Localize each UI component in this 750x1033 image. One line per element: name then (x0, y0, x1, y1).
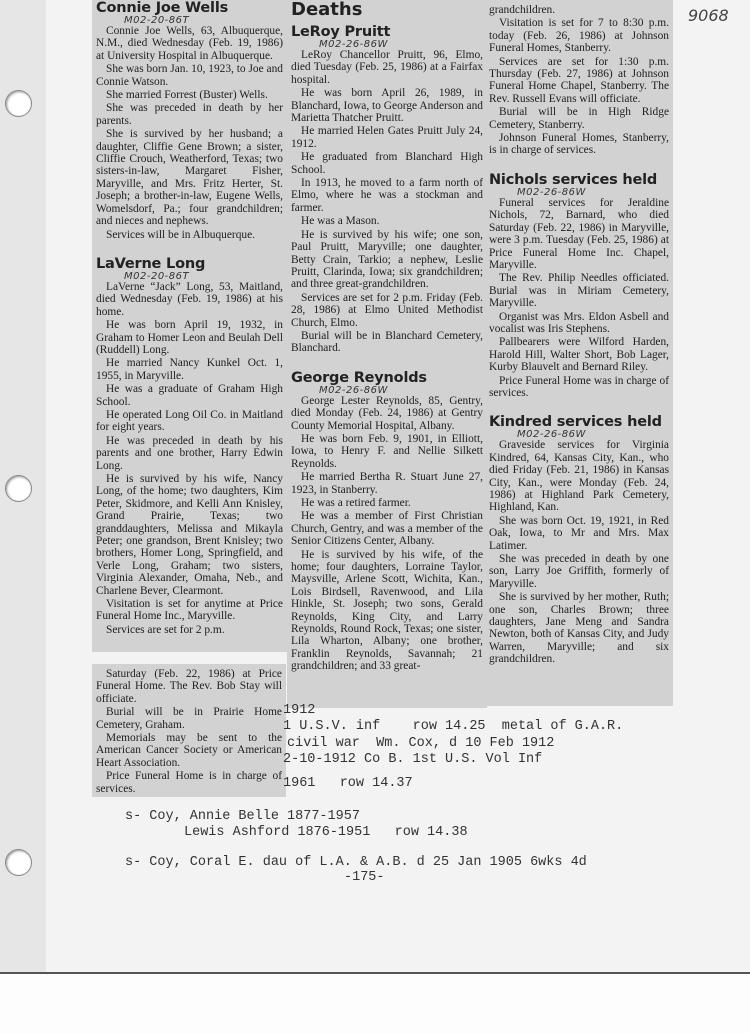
obituary-paragraph: LeRoy Chancellor Pruitt, 96, Elmo, died Tuesday (Feb. 25, 1986) at a Fairfax hospital. (291, 49, 483, 86)
typed-line: 2-10-1912 Co B. 1st U.S. Vol Inf (283, 752, 543, 767)
clipping-deaths-pruitt-reynolds (287, 0, 487, 708)
obituary-paragraph: The Rev. Philip Needles officiated. Burial was in Miriam Cemetery, Maryville. (489, 272, 669, 310)
obituary-paragraph: Saturday (Feb. 22, 1986) at Price Funeral Home. The Rev. Bob Stay will officiate. (96, 668, 282, 705)
obituary-headline: Kindred services held (489, 414, 662, 431)
obituary-paragraph: Visitation is set for 7 to 8:30 p.m. today (Feb. 26, 1986) at Johnson Funeral Homes, Stanberry. (489, 17, 669, 55)
obituary-paragraph: Funeral services for Jeraldine Nichols, 72, Barnard, who died Saturday (Feb. 22, 1986) in Maryville, were 3 p.m. Tuesday (Feb. 25, 1986) at Price Funeral Home Inc. Chapel, Maryville. (489, 196, 669, 271)
obituary-paragraph: Organist was Mrs. Eldon Asbell and vocalist was Iris Stephens. (489, 310, 669, 335)
handwritten-date-note: M02-26-86W (319, 384, 388, 396)
obituary-paragraph: Services are set for 2 p.m. (106, 623, 225, 636)
obituary-headline: LeRoy Pruitt (291, 24, 391, 40)
obituary-paragraph: He operated Long Oil Co. in Maitland for eight years. (96, 408, 283, 434)
typed-line: s- Coy, Annie Belle 1877-1957 (125, 809, 360, 824)
obituary-paragraph: He is survived by his wife, of the home; four daughters, Lorraine Taylor, Maysville, Arlene Scott, Wichita, Kan., Lois Birdsell, Ravenwood, and Lila Hinkle, St. Joseph; two sons, Gerald Reynolds, King City, and Larry Reynolds, Round Rock, Texas; one sister, Lila Wharton, Albany; one brother, Franklin Reynolds, Savannah; 21 grandchildren; and 33 great- (291, 548, 483, 673)
obituary-paragraph: She is survived by her mother, Ruth; one son, Charles Brown; three daughters, Jane Meng and Sandra Newton, both of Kansas City, and Judy Warren, Maryville; and six grandchildren. (489, 591, 669, 666)
handwritten-date-note: M02-20-86T (124, 15, 190, 26)
handwritten-date-note: M02-26-86W (517, 429, 586, 441)
obituary-paragraph: He married Nancy Kunkel Oct. 1, 1955, in Maryville. (96, 357, 283, 382)
divider (291, 356, 483, 370)
obituary-paragraph: She was preceded in death by her parents. (96, 102, 283, 127)
obituary-paragraph: She is survived by her husband; a daughter, Cliffie Gene Brown; a sister, Cliffie Crouch, Weatherford, Texas; two sisters-in-law, Margaret Fisher, Maryville, and Mrs. Fritz Herter, St. Joseph; a brother-in-law, Eugene Wells, Womelsdorf, Pa.; four grandchildren; and nieces and nephews. (96, 128, 283, 228)
obituary-paragraph: Graveside services for Virginia Kindred, 64, Kansas City, Kan., who died Friday (Feb. 21, 1986) in Kansas City, Kan., were Monday (Feb. 24, 1986) at Highland Park Cemetery, Highland, Kan. (489, 439, 669, 514)
typed-line: civil war Wm. Cox, d 10 Feb 1912 (287, 736, 555, 751)
typed-line: 1 U.S.V. inf row 14.25 metal of G.A.R. (283, 719, 624, 734)
divider (489, 158, 669, 172)
obituary-paragraph: He married Helen Gates Pruitt July 24, 1912. (291, 125, 483, 150)
typed-line: s- Coy, Coral E. dau of L.A. & A.B. d 25 Jan 1905 6wks 4d (125, 855, 587, 870)
obituary-headline: LaVerne Long (96, 255, 206, 272)
obituary-paragraph: Connie Joe Wells, 63, Albuquerque, N.M., died Wednesday (Feb. 19, 1986) at University Hospital in Albuquerque. (96, 25, 283, 62)
punch-hole-icon (5, 849, 32, 876)
typed-line: 1961 row 14.37 (283, 776, 413, 791)
obituary-paragraph: Memorials may be sent to the American Cancer Society or American Heart Association. (96, 732, 282, 769)
obituary-headline: Connie Joe Wells (96, 0, 229, 16)
obituary-paragraph: He graduated from Blanchard High School. (291, 151, 483, 176)
handwritten-date-note: M02-26-86W (319, 39, 388, 50)
clipping-wells-long (92, 0, 287, 652)
divider (489, 400, 669, 414)
obituary-paragraph: Johnson Funeral Homes, Stanberry, is in charge of services. (489, 132, 669, 157)
obituary-paragraph: He was a member of First Christian Church, Gentry, and was a member of the Senior Citizens Center, Albany. (291, 510, 483, 548)
typed-page-number: -175- (344, 870, 385, 885)
obituary-paragraph: In 1913, he moved to a farm north of Elmo, where he was a stockman and farmer. (291, 177, 483, 214)
typed-line: 1912 (283, 703, 316, 718)
obituary-paragraph: He was a Mason. (301, 215, 380, 228)
obituary-headline: George Reynolds (291, 369, 427, 386)
obituary-paragraph: Burial will be in Prairie Home Cemetery, Graham. (96, 706, 282, 731)
obituary-paragraph: He was a graduate of Graham High School. (96, 383, 283, 408)
obituary-paragraph: Services are set for 2 p.m. Friday (Feb. 28, 1986) at Elmo United Methodist Church, Elmo. (291, 291, 483, 329)
obituary-paragraph: Pallbearers were Wilford Harden, Harold Hill, Walter Short, Bob Lager, Kurby Blauvelt and Bernard Riley. (489, 336, 669, 374)
clipping-nichols-kindred (485, 0, 673, 706)
obituary-paragraph: Burial will be in Blanchard Cemetery, Blanchard. (291, 329, 483, 355)
obituary-paragraph: Services are set for 1:30 p.m. Thursday (Feb. 27, 1986) at Johnson Funeral Home Chapel, Stanberry. The Rev. Russell Evans will officiate. (489, 55, 669, 105)
obituary-paragraph: He was born April 26, 1989, in Blanchard, Iowa, to George Anderson and Marietta Thatcher Pruitt. (291, 87, 483, 125)
obituary-paragraph: He was born April 19, 1932, in Graham to Homer Leon and Beulah Dell (Ruddell) Long. (96, 319, 283, 356)
obituary-paragraph: Price Funeral Home was in charge of services. (489, 374, 669, 399)
handwritten-date-note: M02-26-86W (517, 186, 586, 198)
handwritten-date-note: M02-20-86T (124, 270, 190, 282)
obituary-paragraph: She was born Oct. 19, 1921, in Red Oak, Iowa, to Mr and Mrs. Max Latimer. (489, 514, 669, 552)
handwritten-page-number: 9068 (688, 6, 729, 25)
obituary-paragraph: He married Bertha R. Stuart June 27, 1923, in Stanberry. (291, 471, 483, 496)
obituary-paragraph: She was preceded in death by one son, Larry Joe Griffith, formerly of Maryville. (489, 553, 669, 590)
obituary-paragraph: Visitation is set for anytime at Price Funeral Home Inc., Maryville. (96, 598, 283, 623)
obituary-paragraph: LaVerne “Jack” Long, 53, Maitland, died Wednesday (Feb. 19, 1986) at his home. (96, 280, 283, 318)
obituary-paragraph: Price Funeral Home is in charge of services. (96, 770, 282, 795)
typed-line: Lewis Ashford 1876-1951 row 14.38 (184, 825, 468, 840)
obituary-paragraph: He was born Feb. 9, 1901, in Elliott, Iowa, to Henry F. and Nellie Silkett Reynolds. (291, 432, 483, 470)
section-title: Deaths (291, 0, 363, 20)
obituary-paragraph: She married Forrest (Buster) Wells. (106, 89, 268, 102)
obituary-paragraph: She was born Jan. 10, 1923, to Joe and Connie Watson. (96, 63, 283, 88)
obituary-paragraph: He is survived by his wife; one son, Paul Pruitt, Maryville; one daughter, Betty Crain, Tarkio; a nephew, Leslie Pruitt, Clarinda, Iowa; six grandchildren; and three great-grandchildren. (291, 228, 483, 291)
obituary-paragraph: He was a retired farmer. (301, 497, 411, 509)
punch-hole-icon (5, 475, 32, 502)
obituary-paragraph: Services will be in Albuquerque. (106, 228, 255, 241)
obituary-paragraph: He is survived by his wife, Nancy Long, of the home; two daughters, Kim Peter, Skidmore, and Kelli Ann Knisley, Grand Prairie, Texas; two granddaughters, Melissa and Mikayla Peter; one grandson, Brent Knisley; two brothers, Homer Long, Springfield, and Verle Long, Graham; two sisters, Virginia Alexander, Omaha, Neb., and Charlene Bever, Clearmont. (96, 473, 283, 597)
clipping-long-continued (92, 664, 286, 797)
obituary-paragraph: grandchildren. (489, 4, 556, 16)
obituary-paragraph: George Lester Reynolds, 85, Gentry, died Monday (Feb. 24, 1986) at Gentry County Memorial Hospital, Albany. (291, 394, 483, 432)
punch-hole-icon (5, 90, 32, 117)
obituary-paragraph: He was preceded in death by his parents and one brother, Harry Edwin Long. (96, 434, 283, 472)
obituary-headline: Nichols services held (489, 171, 658, 188)
obituary-paragraph: Burial will be in High Ridge Cemetery, Stanberry. (489, 106, 669, 131)
divider (96, 242, 283, 256)
